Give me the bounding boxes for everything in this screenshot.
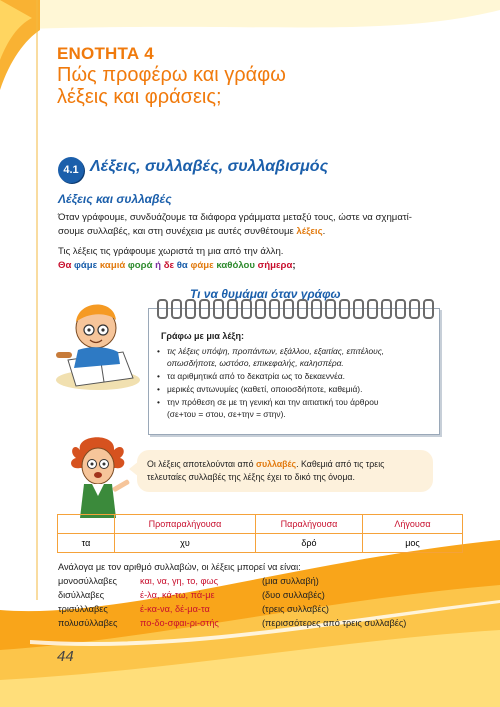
word-note: (περισσότερες από τρεις συλλαβές) <box>262 618 407 628</box>
intro-text: σουμε συλλαβές, και στη συνέχεια με αυτές συνθέτουμε <box>58 226 297 237</box>
notebook-item-text: (σε+του = στου, σε+την = στην). <box>167 409 286 419</box>
syllable-count-intro: Ανάλογα με τον αριθμό συλλαβών, οι λέξεις μπορεί να είναι: <box>58 562 301 572</box>
word-examples: πο-δο-σφαι-ρι-στής <box>140 618 219 628</box>
notebook-heading: Τι να θυμάμαι όταν γράφω <box>190 287 341 301</box>
table-header-cell <box>58 515 115 534</box>
example-word: Θα <box>58 260 72 271</box>
example-word: ; <box>292 260 296 271</box>
notebook-box <box>148 308 440 435</box>
example-word: φορά <box>125 260 153 271</box>
notebook-item <box>157 409 286 420</box>
spiral-ring <box>297 299 308 319</box>
example-word: ή <box>152 260 162 271</box>
example-word: σήμερα <box>255 260 293 271</box>
example-word: θα <box>174 260 188 271</box>
word-examples: έ-λα, κά-τω, πά-με <box>140 590 215 600</box>
intro-line-3: Τις λέξεις τις γράφουμε χωριστά τη μια από την άλλη. <box>58 246 284 257</box>
table-header-cell: Παραλήγουσα <box>256 515 363 534</box>
word-type: πολυσύλλαβες <box>58 618 118 628</box>
page-title-line-2: λέξεις και φράσεις; <box>57 86 222 108</box>
notebook-item-text: την πρόθεση σε με τη γενική και την αιτιατική του άρθρου <box>167 397 379 407</box>
word-type: μονοσύλλαβες <box>58 576 117 586</box>
spiral-ring <box>283 299 294 319</box>
table-header-row <box>58 515 463 534</box>
notebook-intro: Γράφω με μια λέξη: <box>161 331 244 341</box>
spiral-ring <box>367 299 378 319</box>
notebook-item: • μερικές αντωνυμίες (καθετί, οποιοσδήποτε, καθεμιά). <box>157 384 363 394</box>
notebook-item: • την πρόθεση σε με τη γενική και την αιτιατική του άρθρου <box>157 397 379 407</box>
notebook-item-text: τα αριθμητικά από το δεκατρία ως το δεκαεννέα. <box>167 371 346 381</box>
spiral-ring <box>241 299 252 319</box>
spiral-ring <box>185 299 196 319</box>
example-word: καμιά <box>97 260 126 271</box>
table-cell: τα <box>58 534 115 553</box>
notebook-item <box>157 358 344 369</box>
example-word: φάμε <box>187 260 214 271</box>
table-cell: δρό <box>256 534 363 553</box>
bubble-text: . Καθεμιά από τις τρεις <box>296 459 385 469</box>
page-title-line-1: Πώς προφέρω και γράφω <box>57 64 286 86</box>
intro-line-2 <box>58 225 325 239</box>
spiral-ring <box>157 299 168 319</box>
spiral-ring <box>171 299 182 319</box>
spiral-ring <box>381 299 392 319</box>
spiral-ring <box>255 299 266 319</box>
notebook-item-text: τις λέξεις υπόψη, προπάντων, εξάλλου, εξαιτίας, επιτέλους, <box>167 346 385 356</box>
spiral-ring <box>325 299 336 319</box>
table-header-cell: Προπαραλήγουσα <box>115 515 256 534</box>
bubble-text: Οι λέξεις αποτελούνται από <box>147 459 256 469</box>
word-note: (τρεις συλλαβές) <box>262 604 329 614</box>
table-cell: χυ <box>115 534 256 553</box>
word-examples: έ-κα-να, δέ-μα-τα <box>140 604 210 614</box>
notebook-item-text: μερικές αντωνυμίες (καθετί, οποιοσδήποτε, καθεμιά). <box>167 384 363 394</box>
notebook-item-text: οπωσδήποτε, ωστόσο, επικεφαλής, καλησπέρα. <box>167 358 344 368</box>
spiral-ring <box>199 299 210 319</box>
speech-bubble <box>137 450 433 492</box>
subsection-title: Λέξεις και συλλαβές <box>58 192 172 206</box>
notebook-item: • τις λέξεις υπόψη, προπάντων, εξάλλου, εξαιτίας, επιτέλους, <box>157 346 385 356</box>
teacher-illustration <box>58 430 138 520</box>
word-note: (δυο συλλαβές) <box>262 590 325 600</box>
spiral-ring <box>227 299 238 319</box>
child-reading-illustration <box>48 290 158 400</box>
section-title: Λέξεις, συλλαβές, συλλαβισμός <box>90 158 329 175</box>
example-word: φάμε <box>71 260 98 271</box>
spiral-ring <box>353 299 364 319</box>
word-type: τρισύλλαβες <box>58 604 108 614</box>
spiral-ring <box>269 299 280 319</box>
word-note: (μια συλλαβή) <box>262 576 319 586</box>
bubble-line-2: τελευταίες συλλαβές της λέξης έχει το δικό της όνομα. <box>147 472 355 482</box>
table-cell: μος <box>363 534 463 553</box>
page-number: 44 <box>57 648 74 665</box>
intro-line-1: Όταν γράφουμε, συνδυάζουμε τα διάφορα γράμματα μεταξύ τους, ώστε να σχηματί- <box>58 212 412 223</box>
spiral-ring <box>409 299 420 319</box>
syllable-names-table <box>57 514 463 553</box>
section-number-badge: 4.1 <box>58 157 84 183</box>
bubble-line-1 <box>147 458 384 471</box>
example-sentence <box>58 259 296 273</box>
unit-label: ΕΝΟΤΗΤΑ 4 <box>57 44 154 63</box>
highlight-words: λέξεις <box>296 226 323 237</box>
table-row <box>58 534 463 553</box>
highlight-syllables: συλλαβές <box>255 459 297 469</box>
table-header-cell: Λήγουσα <box>363 515 463 534</box>
word-type: δισύλλαβες <box>58 590 105 600</box>
example-word: καθόλου <box>213 260 255 271</box>
spiral-ring <box>213 299 224 319</box>
word-examples: και, να, γη, το, φως <box>140 576 219 586</box>
spiral-ring <box>423 299 434 319</box>
notebook-item: • τα αριθμητικά από το δεκατρία ως το δεκαεννέα. <box>157 371 346 381</box>
example-word: δε <box>161 260 175 271</box>
intro-period: . <box>322 226 326 237</box>
spiral-ring <box>311 299 322 319</box>
spiral-ring <box>339 299 350 319</box>
spiral-ring <box>395 299 406 319</box>
